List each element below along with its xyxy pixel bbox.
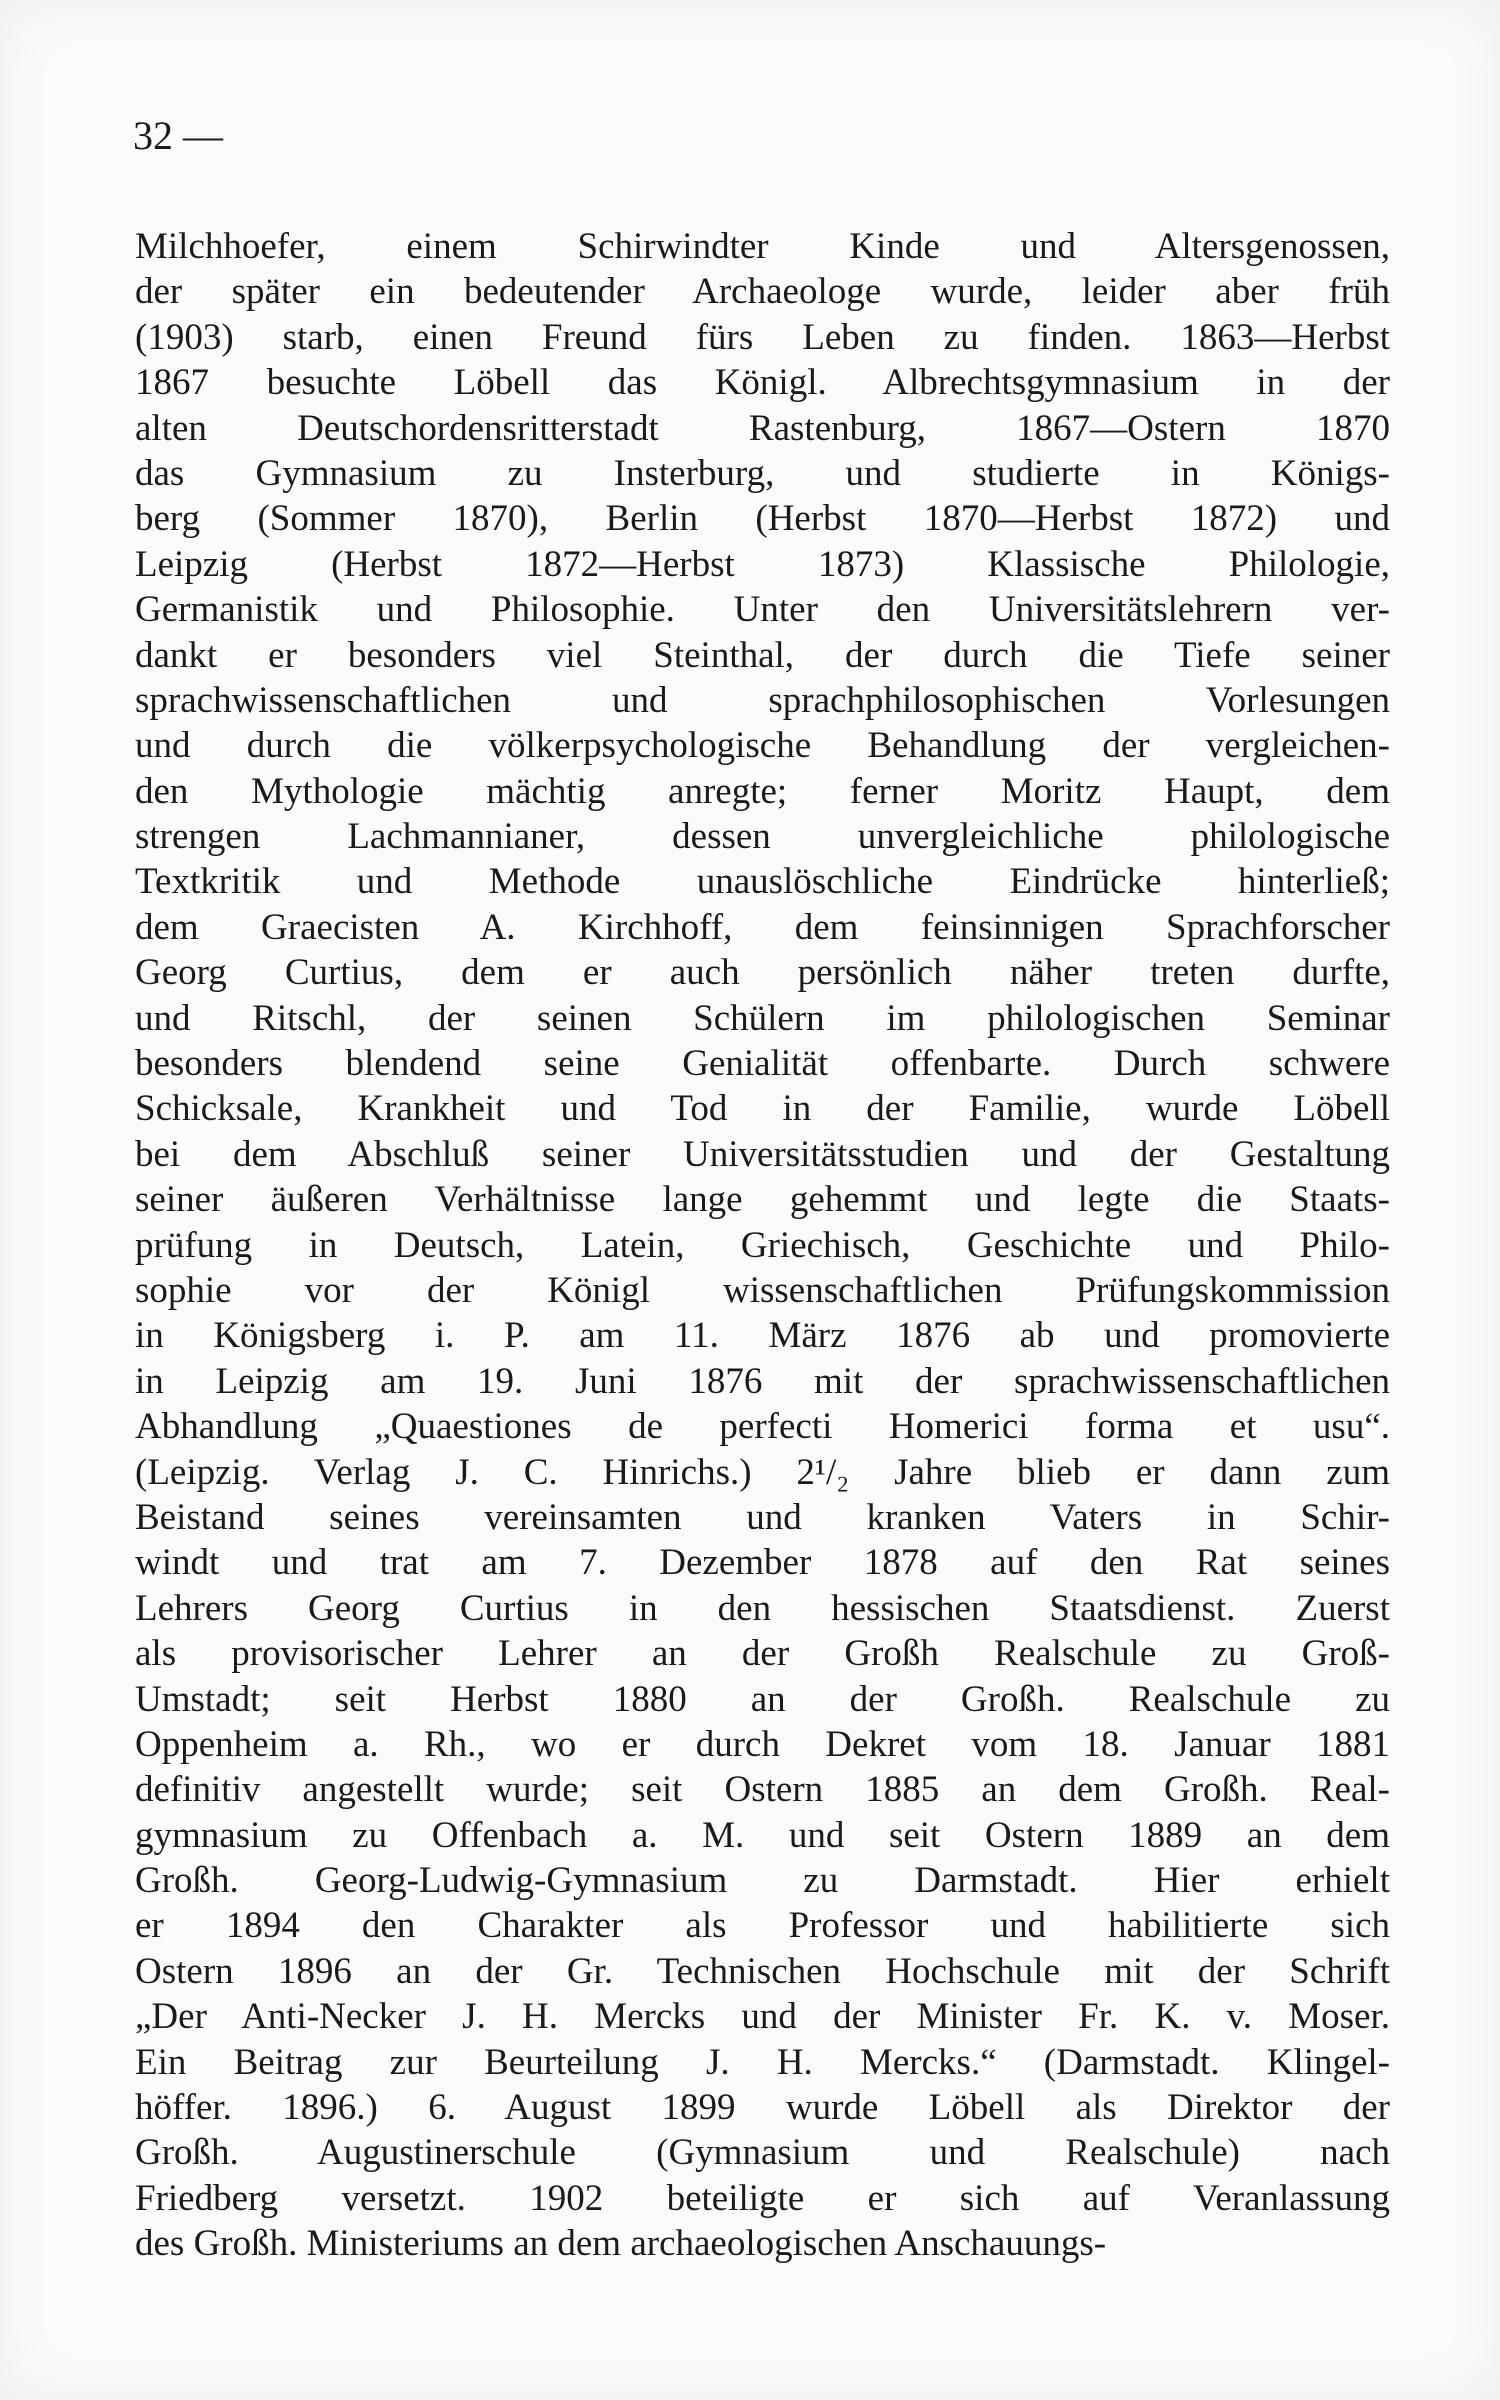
text-line: besonders blendend seine Genialität offenbarte. Durch schwere xyxy=(135,1043,1390,1085)
text-line: seiner äußeren Verhältnisse lange gehemmt und legte die Staats- xyxy=(135,1179,1390,1221)
text-line: (Leipzig. Verlag J. C. Hinrichs.) 2¹/₂ Jahre blieb er dann zum xyxy=(135,1451,1390,1493)
text-line: Ostern 1896 an der Gr. Technischen Hochschule mit der Schrift xyxy=(135,1950,1390,1992)
text-line: Abhandlung „Quaestiones de perfecti Homerici forma et usu“. xyxy=(135,1406,1390,1448)
text-line: er 1894 den Charakter als Professor und habilitierte sich xyxy=(135,1905,1390,1947)
text-line: Leipzig (Herbst 1872—Herbst 1873) Klassische Philologie, xyxy=(135,543,1390,585)
text-line: höffer. 1896.) 6. August 1899 wurde Löbell als Direktor der xyxy=(135,2087,1390,2129)
text-line: das Gymnasium zu Insterburg, und studierte in Königs- xyxy=(135,452,1390,494)
text-line: dem Graecisten A. Kirchhoff, dem feinsinnigen Sprachforscher xyxy=(135,906,1390,948)
text-line: als provisorischer Lehrer an der Großh Realschule zu Groß- xyxy=(135,1633,1390,1675)
text-line: sophie vor der Königl wissenschaftlichen Prüfungskommission xyxy=(135,1269,1390,1311)
text-line: berg (Sommer 1870), Berlin (Herbst 1870—Herbst 1872) und xyxy=(135,498,1390,540)
text-line: Umstadt; seit Herbst 1880 an der Großh. Realschule zu xyxy=(135,1678,1390,1720)
text-line: windt und trat am 7. Dezember 1878 auf den Rat seines xyxy=(135,1542,1390,1584)
text-line: strengen Lachmannianer, dessen unvergleichliche philologische xyxy=(135,816,1390,858)
text-line: dankt er besonders viel Steinthal, der durch die Tiefe seiner xyxy=(135,634,1390,676)
page-number-header: 32 — xyxy=(133,113,223,158)
text-line: und Ritschl, der seinen Schülern im philologischen Seminar xyxy=(135,997,1390,1039)
text-line: Lehrers Georg Curtius in den hessischen Staatsdienst. Zuerst xyxy=(135,1587,1390,1629)
text-line: sprachwissenschaftlichen und sprachphilosophischen Vorlesungen xyxy=(135,679,1390,721)
text-line: den Mythologie mächtig anregte; ferner Moritz Haupt, dem xyxy=(135,770,1390,812)
body-text xyxy=(135,224,1390,2267)
text-line: und durch die völkerpsychologische Behandlung der vergleichen- xyxy=(135,725,1390,767)
text-line: Textkritik und Methode unauslöschliche Eindrücke hinterließ; xyxy=(135,861,1390,903)
text-line: in Königsberg i. P. am 11. März 1876 ab und promovierte xyxy=(135,1315,1390,1357)
text-line: „Der Anti-Necker J. H. Mercks und der Minister Fr. K. v. Moser. xyxy=(135,1996,1390,2038)
text-line: Ein Beitrag zur Beurteilung J. H. Mercks.“ (Darmstadt. Klingel- xyxy=(135,2041,1390,2083)
text-line: Schicksale, Krankheit und Tod in der Familie, wurde Löbell xyxy=(135,1088,1390,1130)
text-line: Milchhoefer, einem Schirwindter Kinde und Altersgenossen, xyxy=(135,226,1390,267)
text-line: in Leipzig am 19. Juni 1876 mit der sprachwissenschaftlichen xyxy=(135,1360,1390,1402)
text-line: Oppenheim a. Rh., wo er durch Dekret vom 18. Januar 1881 xyxy=(135,1723,1390,1765)
text-line: 1867 besuchte Löbell das Königl. Albrechtsgymnasium in der xyxy=(135,362,1390,404)
text-line: alten Deutschordensritterstadt Rastenburg, 1867—Ostern 1870 xyxy=(135,407,1390,449)
text-line: Georg Curtius, dem er auch persönlich näher treten durfte, xyxy=(135,952,1390,994)
text-line: Friedberg versetzt. 1902 beteiligte er sich auf Veranlassung xyxy=(135,2177,1390,2219)
text-line: der später ein bedeutender Archaeologe wurde, leider aber früh xyxy=(135,271,1390,313)
text-line: (1903) starb, einen Freund fürs Leben zu finden. 1863—Herbst xyxy=(135,316,1390,358)
text-line: Beistand seines vereinsamten und kranken Vaters in Schir- xyxy=(135,1496,1390,1538)
text-line: des Großh. Ministeriums an dem archaeologischen Anschauungs- xyxy=(135,2223,1107,2265)
text-line: Germanistik und Philosophie. Unter den Universitätslehrern ver- xyxy=(135,589,1390,631)
text-line: Großh. Augustinerschule (Gymnasium und Realschule) nach xyxy=(135,2132,1390,2174)
text-line: prüfung in Deutsch, Latein, Griechisch, Geschichte und Philo- xyxy=(135,1224,1390,1266)
text-line: Großh. Georg-Ludwig-Gymnasium zu Darmstadt. Hier erhielt xyxy=(135,1860,1390,1902)
text-line: gymnasium zu Offenbach a. M. und seit Ostern 1889 an dem xyxy=(135,1814,1390,1856)
text-line: definitiv angestellt wurde; seit Ostern 1885 an dem Großh. Real- xyxy=(135,1769,1390,1811)
text-line: bei dem Abschluß seiner Universitätsstudien und der Gestaltung xyxy=(135,1133,1390,1175)
